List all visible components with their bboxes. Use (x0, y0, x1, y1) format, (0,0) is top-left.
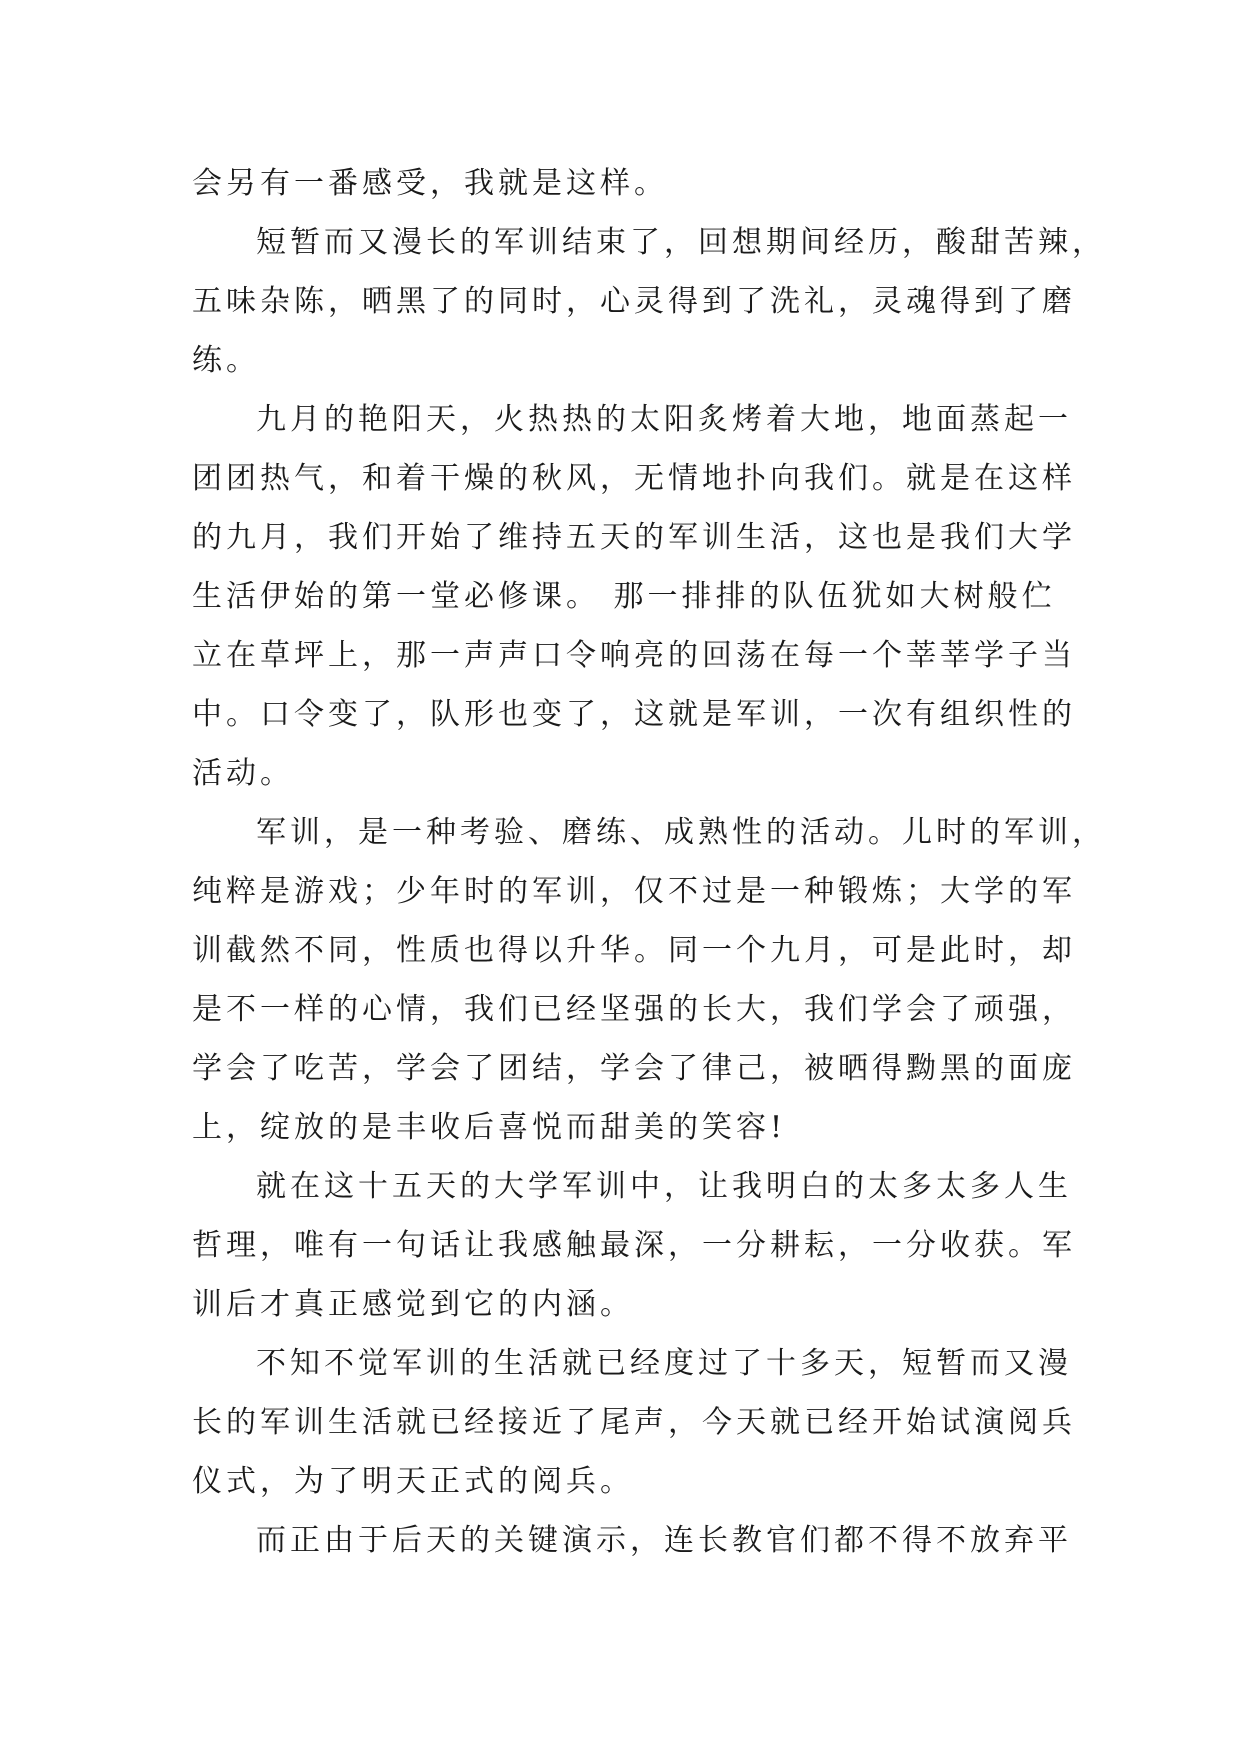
text-line: 短暂而又漫长的军训结束了，回想期间经历，酸甜苦辣， (256, 225, 1106, 260)
paragraph (192, 213, 1106, 390)
text-line: 军训，是一种考验、磨练、成熟性的活动。儿时的军训， (256, 815, 1106, 850)
paragraph (192, 1157, 1076, 1334)
paragraph (192, 154, 1052, 213)
text-line: 的九月，我们开始了维持五天的军训生活，这也是我们大学 (192, 520, 1076, 555)
text-line: 是不一样的心情，我们已经坚强的长大，我们学会了顽强， (192, 992, 1076, 1027)
text-line: 会另有一番感受，我就是这样。 (192, 166, 668, 201)
text-line: 生活伊始的第一堂必修课。 那一排排的队伍犹如大树般伫 (192, 579, 1056, 614)
text-line: 哲理，唯有一句话让我感触最深，一分耕耘，一分收获。军 (192, 1228, 1076, 1263)
text-line: 九月的艳阳天，火热热的太阳炙烤着大地，地面蒸起一 (256, 402, 1072, 437)
text-line: 上，绽放的是丰收后喜悦而甜美的笑容! (192, 1110, 787, 1145)
text-line: 仪式，为了明天正式的阅兵。 (192, 1464, 634, 1499)
text-line: 不知不觉军训的生活就已经度过了十多天，短暂而又漫 (256, 1346, 1072, 1381)
text-line: 就在这十五天的大学军训中，让我明白的太多太多人生 (256, 1169, 1072, 1204)
text-line: 团团热气，和着干燥的秋风，无情地扑向我们。就是在这样 (192, 461, 1076, 496)
text-line: 练。 (192, 343, 260, 378)
text-line: 纯粹是游戏；少年时的军训，仅不过是一种锻炼；大学的军 (192, 874, 1076, 909)
paragraph (192, 803, 1106, 1157)
paragraph (192, 390, 1076, 803)
document-body (192, 154, 1106, 1570)
text-line: 而正由于后天的关键演示，连长教官们都不得不放弃平 (256, 1523, 1072, 1558)
text-line: 五味杂陈，晒黑了的同时，心灵得到了洗礼，灵魂得到了磨 (192, 284, 1076, 319)
paragraph (192, 1511, 1072, 1570)
text-line: 训后才真正感觉到它的内涵。 (192, 1287, 634, 1322)
text-line: 活动。 (192, 756, 294, 791)
paragraph (192, 1334, 1076, 1511)
text-line: 立在草坪上，那一声声口令响亮的回荡在每一个莘莘学子当 (192, 638, 1076, 673)
text-line: 长的军训生活就已经接近了尾声，今天就已经开始试演阅兵 (192, 1405, 1076, 1440)
text-line: 训截然不同，性质也得以升华。同一个九月，可是此时，却 (192, 933, 1076, 968)
text-line: 中。口令变了，队形也变了，这就是军训，一次有组织性的 (192, 697, 1076, 732)
text-line: 学会了吃苦，学会了团结，学会了律己，被晒得黝黑的面庞 (192, 1051, 1076, 1086)
